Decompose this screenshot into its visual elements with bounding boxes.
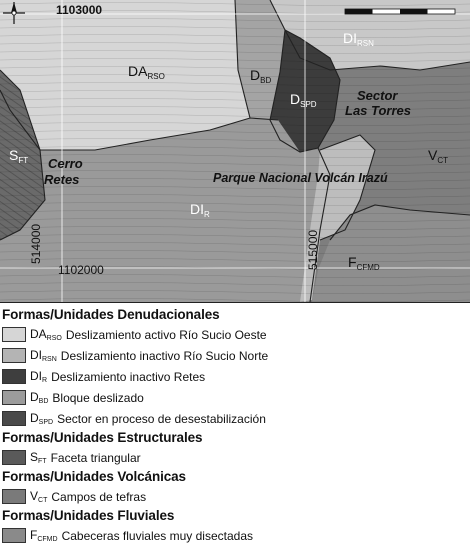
map-unit-dir: $DI_R$ xyxy=(190,201,210,219)
legend-swatch xyxy=(2,390,26,405)
legend-item xyxy=(0,408,470,429)
legend-item xyxy=(0,345,470,366)
legend-item-label: Deslizamiento inactivo Retes xyxy=(51,369,206,384)
coord-label-x2: 515000 xyxy=(306,229,320,270)
legend-item xyxy=(0,525,470,546)
map-unit-dbd: $D_{BD}$ xyxy=(250,67,272,85)
legend-swatch xyxy=(2,327,26,342)
legend-swatch xyxy=(2,528,26,543)
legend-swatch xyxy=(2,489,26,504)
legend-unit-code: $S_{FT}$ xyxy=(30,450,47,465)
legend-swatch xyxy=(2,348,26,363)
legend-item xyxy=(0,366,470,387)
legend-unit-code: $F_{CFMD}$ xyxy=(30,528,58,543)
map-unit-vct: $V_{CT}$ xyxy=(428,147,449,165)
legend-item-label: Campos de tefras xyxy=(51,489,147,504)
legend-item-label: Sector en proceso de desestabilización xyxy=(57,411,266,426)
legend-section-title: Formas/Unidades Estructurales xyxy=(2,430,203,445)
map-unit-sft: $S_{FT}$ xyxy=(9,147,29,165)
legend-item-label: Faceta triangular xyxy=(50,450,141,465)
legend-section-title: Formas/Unidades Denudacionales xyxy=(2,307,220,322)
legend-item xyxy=(0,486,470,507)
legend-item xyxy=(0,447,470,468)
map-legend xyxy=(0,306,470,546)
coord-label-top: 1103000 xyxy=(56,3,103,17)
legend-item xyxy=(0,387,470,408)
legend-unit-code: $V_{CT}$ xyxy=(30,489,48,504)
map-unit-dirsn: $DI_{RSN}$ xyxy=(343,30,374,48)
legend-unit-code: $D_{SPD}$ xyxy=(30,411,54,426)
legend-item-label: Bloque deslizado xyxy=(52,390,144,405)
legend-unit-code: $DI_R$ xyxy=(30,369,48,384)
legend-section-title: Formas/Unidades Volcánicas xyxy=(2,469,186,484)
place-label-las-torres: Las Torres xyxy=(345,103,411,118)
coord-label-mid: 1102000 xyxy=(58,263,104,277)
legend-item xyxy=(0,324,470,345)
legend-item-label: Deslizamiento activo Río Sucio Oeste xyxy=(65,327,267,342)
legend-item-label: Deslizamiento inactivo Río Sucio Norte xyxy=(60,348,269,363)
legend-unit-code: $D_{BD}$ xyxy=(30,390,49,405)
legend-swatch xyxy=(2,411,26,426)
legend-swatch xyxy=(2,450,26,465)
place-label-cerro: Cerro xyxy=(48,156,83,171)
map-unit-darso: $DA_{RSO}$ xyxy=(128,63,165,81)
scale-bar xyxy=(345,9,455,14)
coord-label-x1: 514000 xyxy=(29,223,43,264)
legend-unit-code: $DA_{RSO}$ xyxy=(30,327,62,342)
legend-swatch xyxy=(2,369,26,384)
map-unit-fcfmd: $F_{CFMD}$ xyxy=(348,254,380,272)
map-unit-dspd: $D_{SPD}$ xyxy=(290,91,317,109)
place-label-retes: Retes xyxy=(44,172,80,187)
place-label-park: Parque Nacional Volcán Irazú xyxy=(213,171,388,185)
place-label-sector: Sector xyxy=(357,88,398,103)
legend-section-title: Formas/Unidades Fluviales xyxy=(2,508,175,523)
legend-unit-code: $DI_{RSN}$ xyxy=(30,348,57,363)
legend-item-label: Cabeceras fluviales muy disectadas xyxy=(61,528,253,543)
